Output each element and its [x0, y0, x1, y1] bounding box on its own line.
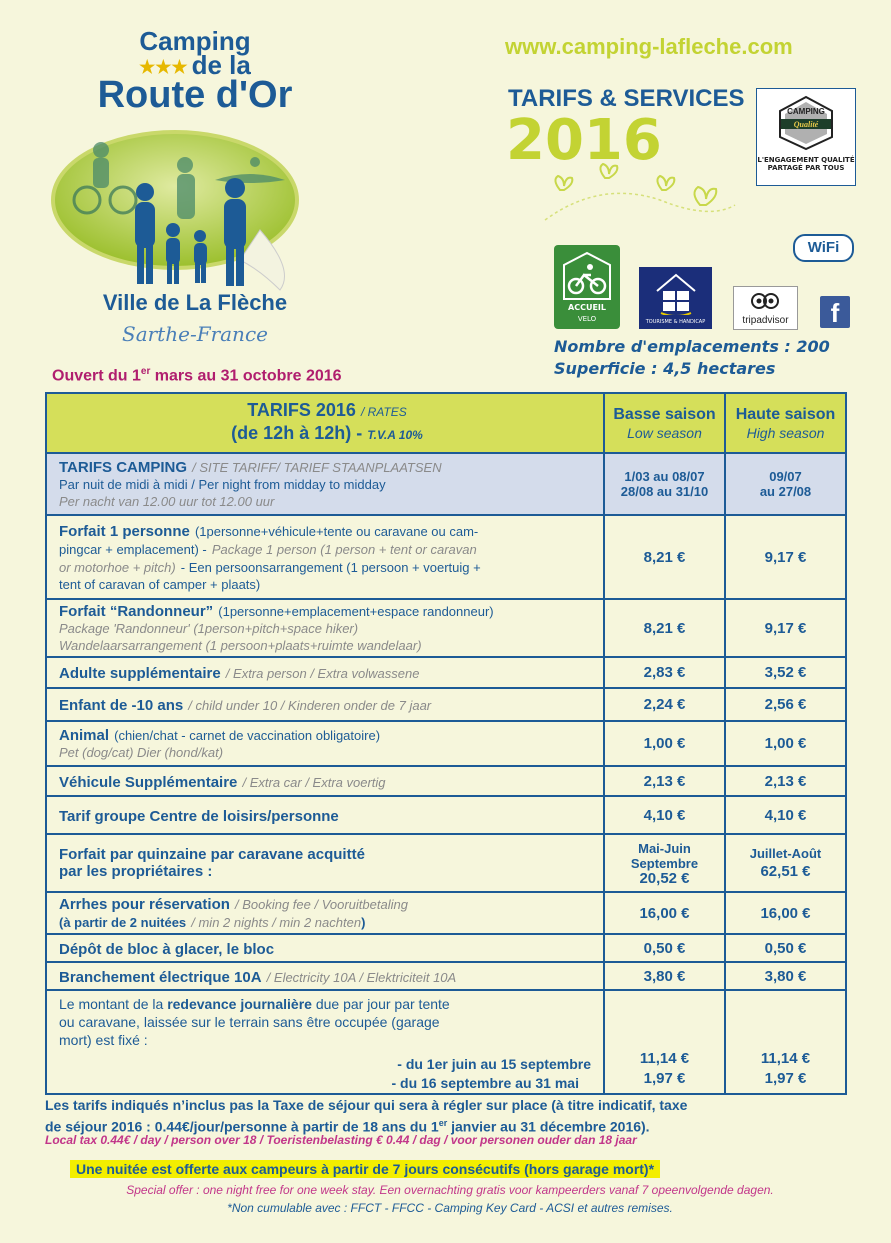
cq-tagline-2: PARTAGÉ PAR TOUS: [767, 163, 845, 172]
page-title: TARIFS & SERVICES: [508, 85, 745, 112]
vehicule-cell: [46, 766, 604, 796]
animal-high-price: 1,00 €: [725, 721, 846, 766]
emplacements-count: Nombre d'emplacements : 200: [554, 337, 830, 356]
logo-line-route-dor: Route d'Or: [97, 74, 293, 116]
redevance-l3: mort) est fixé :: [59, 1032, 148, 1048]
vehicule-high-price: 2,13 €: [725, 766, 846, 796]
enfant-en: / child under 10 / Kinderen onder de 7 jaar: [188, 698, 432, 713]
open-post: mars au 31 octobre 2016: [150, 367, 342, 385]
redevance-cell: [46, 990, 604, 1094]
local-tax: Local tax 0.44€ / day / person over 18 / Toeristenbelasting € 0.44 / dag / voor personen ouder dan 18 jaar: [45, 1133, 637, 1147]
quinzaine-cell: [46, 834, 604, 892]
redevance-high: [725, 990, 846, 1094]
arrhes-txt2: (à partir de 2 nuitées: [59, 915, 187, 930]
camping-qualite-icon: [776, 95, 836, 151]
tarifs-title: TARIFS 2016: [247, 400, 356, 420]
table-row: [46, 688, 846, 721]
enfant-label: Enfant de -10 ans: [59, 697, 184, 714]
arrhes-cell: [46, 892, 604, 934]
logo-line-de-la-text: de la: [191, 50, 251, 80]
redevance-l1: [59, 995, 595, 1013]
table-row: [46, 453, 846, 515]
redevance-l1c: due par jour par tente: [311, 996, 450, 1012]
forfait1-low-price: 8,21 €: [604, 515, 725, 599]
redevance-l1b: redevance journalière: [167, 996, 312, 1012]
cq-tagline-1: L'ENGAGEMENT QUALITÉ: [757, 156, 855, 164]
quinzaine-label2: par les propriétaires :: [59, 863, 213, 880]
site-info: [554, 336, 830, 380]
sarthe-france: Sarthe-France: [122, 322, 268, 346]
cq-tagline: [757, 157, 855, 172]
special-offer-highlight: Une nuitée est offerte aux campeurs à partir de 7 jours consécutifs (hors garage mort)*: [70, 1160, 660, 1178]
owl-icon: [750, 290, 780, 310]
camping-line3: Per nacht van 12.00 uur tot 12.00 uur: [59, 494, 275, 509]
adulte-supplementaire-cell: [46, 657, 604, 688]
tripadvisor-label: tripadvisor: [742, 315, 789, 326]
animal-label: Animal: [59, 727, 110, 744]
glace-label: Dépôt de bloc à glacer, le bloc: [59, 940, 275, 958]
family-illustration-icon: [45, 120, 305, 295]
electrique-en: / Electricity 10A / Elektriciteit 10A: [266, 969, 457, 985]
adulte-high-price: 3,52 €: [725, 657, 846, 688]
table-row: [46, 721, 846, 766]
high-season-header: [725, 393, 846, 453]
forfait1-txt4: tent of caravan of camper + plaats): [59, 576, 261, 592]
forfait1-txt2: pingcar + emplacement) -: [59, 541, 207, 557]
low-season-label: Basse saison: [613, 406, 716, 423]
low-dates-1: 1/03 au 08/07: [624, 469, 705, 484]
animal-en: Pet (dog/cat) Dier (hond/kat): [59, 745, 224, 760]
forfait1-en2: Package 1 person (1 person + tent or caravan: [211, 541, 477, 557]
accueil-label: ACCUEIL: [568, 303, 606, 312]
table-row: [46, 515, 846, 599]
table-row: [46, 934, 846, 962]
forfait1-en3: or motorhoe + pitch): [59, 559, 176, 575]
camping-tariff-cell: [46, 453, 604, 515]
electrique-cell: [46, 962, 604, 990]
table-header-row: [46, 393, 846, 453]
vehicule-en: / Extra car / Extra voertig: [242, 774, 386, 790]
tax-notice: [45, 1096, 855, 1136]
redevance-high-1: 11,14 €: [760, 1050, 811, 1067]
non-cumulable-note: *Non cumulable avec : FFCT - FFCC - Camping Key Card - ACSI et autres remises.: [227, 1201, 673, 1215]
stars-rating: ★★★: [139, 57, 188, 78]
forfait1-txt3: - Een persoonsarrangement (1 persoon + voertuig +: [180, 559, 481, 575]
randonneur-low-price: 8,21 €: [604, 599, 725, 657]
redevance-low-2: 1,97 €: [643, 1070, 686, 1087]
randonneur-en3: Wandelaarsarrangement (1 persoon+plaats+ruimte wandelaar): [59, 638, 422, 653]
velo-label: VELO: [577, 315, 597, 323]
high-dates-2: au 27/08: [759, 484, 812, 499]
groupe-low-price: 4,10 €: [604, 796, 725, 834]
glace-cell: [46, 934, 604, 962]
electrique-low-price: 3,80 €: [604, 962, 725, 990]
enfant-low-price: 2,24 €: [604, 688, 725, 721]
animal-txt: (chien/chat - carnet de vaccination obligatoire): [114, 728, 381, 743]
redevance-p1: - du 1er juin au 15 septembre: [397, 1056, 591, 1072]
redevance-high-2: 1,97 €: [764, 1070, 807, 1087]
low-season-en: Low season: [627, 425, 702, 441]
adulte-en: / Extra person / Extra volwassene: [225, 666, 420, 681]
bicycle-icon: [560, 251, 614, 301]
tax-line2sup: er: [438, 1118, 448, 1128]
house-accessibility-icon: [655, 271, 697, 315]
camping-label-en: / SITE TARIFF/ TARIEF STAANPLAATSEN: [192, 460, 442, 475]
superficie: Superficie : 4,5 hectares: [554, 359, 776, 378]
table-row: [46, 990, 846, 1094]
tariffs-table: [45, 392, 847, 1095]
groupe-label: Tarif groupe Centre de loisirs/personne: [59, 807, 339, 825]
camping-label: TARIFS CAMPING: [59, 459, 188, 476]
special-offer-translation: Special offer : one night free for one week stay. Een overnachting gratis voor kampeerders vanaf 7 opeenvolgende dagen.: [126, 1183, 774, 1197]
open-sup: er: [140, 366, 151, 377]
arrhes-label: Arrhes pour réservation: [59, 896, 230, 913]
camping-line2: Par nuit de midi à midi / Per night from midday to midday: [59, 477, 386, 492]
forfait1-txt1: (1personne+véhicule+tente ou caravane ou cam-: [194, 523, 479, 539]
forfait1-high-price: 9,17 €: [725, 515, 846, 599]
quinzaine-low: [604, 834, 725, 892]
groupe-high-price: 4,10 €: [725, 796, 846, 834]
adulte-low-price: 2,83 €: [604, 657, 725, 688]
table-row: [46, 599, 846, 657]
quinzaine-high-2: 62,51 €: [760, 863, 811, 880]
redevance-p2: - du 16 septembre au 31 mai: [391, 1075, 579, 1091]
redevance-l1a: Le montant de la: [59, 996, 168, 1012]
redevance-l2: ou caravane, laissée sur le terrain sans être occupée (garage: [59, 1014, 440, 1030]
enfant-high-price: 2,56 €: [725, 688, 846, 721]
enfant-cell: [46, 688, 604, 721]
vehicule-low-price: 2,13 €: [604, 766, 725, 796]
electrique-high-price: 3,80 €: [725, 962, 846, 990]
glace-low-price: 0,50 €: [604, 934, 725, 962]
tarifs-title-en: / RATES: [360, 405, 407, 419]
tourisme-handicap-label: TOURISME & HANDICAP: [645, 319, 706, 325]
quinzaine-low-1: Mai-Juin: [638, 840, 691, 856]
randonneur-label: Forfait “Randonneur”: [59, 603, 214, 620]
table-row: [46, 796, 846, 834]
glace-high-price: 0,50 €: [725, 934, 846, 962]
arrhes-high-price: 16,00 €: [725, 892, 846, 934]
ville-de-la-fleche: Ville de La Flèche: [102, 290, 288, 315]
quinzaine-high-1: Juillet-Août: [749, 846, 822, 861]
website-link[interactable]: www.camping-lafleche.com: [505, 34, 793, 59]
open-pre: Ouvert du 1: [52, 367, 141, 385]
tax-line2b: janvier au 31 décembre 2016).: [447, 1118, 650, 1135]
quinzaine-label1: Forfait par quinzaine par caravane acquitté: [59, 846, 365, 863]
quinzaine-low-2: Septembre: [630, 855, 699, 871]
quinzaine-high: [725, 834, 846, 892]
wifi-badge: WiFi: [793, 234, 854, 262]
table-header-title: [46, 393, 604, 453]
cq-line2: Qualité: [793, 120, 819, 129]
logo-line-camping: Camping: [139, 26, 251, 56]
accueil-velo-badge: [554, 245, 620, 329]
forfait-randonneur-cell: [46, 599, 604, 657]
table-row: [46, 834, 846, 892]
table-row: [46, 657, 846, 688]
electrique-label: Branchement électrique 10A: [59, 968, 262, 986]
camping-low-dates: [604, 453, 725, 515]
vehicule-label: Véhicule Supplémentaire: [59, 773, 238, 791]
low-dates-2: 28/08 au 31/10: [620, 484, 709, 499]
forfait1-label: Forfait 1 personne: [59, 522, 190, 540]
redevance-low-1: 11,14 €: [639, 1050, 690, 1067]
quinzaine-low-3: 20,52 €: [639, 869, 690, 887]
randonneur-txt1: (1personne+emplacement+espace randonneur): [218, 604, 494, 619]
redevance-low: [604, 990, 725, 1094]
high-season-label: Haute saison: [735, 406, 836, 423]
camping-high-dates: [725, 453, 846, 515]
table-row: [46, 892, 846, 934]
arrhes-txt2-end: ): [361, 915, 366, 930]
animal-cell: [46, 721, 604, 766]
opening-period: [52, 366, 342, 385]
camping-qualite-badge: [756, 88, 856, 186]
low-season-header: [604, 393, 725, 453]
high-dates-1: 09/07: [769, 469, 802, 484]
randonneur-high-price: 9,17 €: [725, 599, 846, 657]
tourisme-handicap-badge: [639, 267, 712, 329]
arrhes-en2: / min 2 nights / min 2 nachten: [191, 915, 362, 930]
facebook-icon[interactable]: f: [820, 296, 850, 328]
randonneur-en2: Package 'Randonneur' (1person+pitch+space hiker): [59, 621, 359, 636]
adulte-label: Adulte supplémentaire: [59, 665, 221, 682]
high-season-en: High season: [746, 425, 825, 441]
table-row: [46, 962, 846, 990]
table-row: [46, 766, 846, 796]
camping-logo-title: [70, 28, 320, 114]
arrhes-low-price: 16,00 €: [604, 892, 725, 934]
tripadvisor-badge[interactable]: [733, 286, 798, 330]
cq-line1: CAMPING: [787, 107, 825, 116]
page-year: 2016: [506, 108, 662, 173]
forfait-1-personne-cell: [46, 515, 604, 599]
animal-low-price: 1,00 €: [604, 721, 725, 766]
tarifs-tva: T.V.A 10%: [367, 428, 423, 442]
groupe-cell: [46, 796, 604, 834]
tax-line1: Les tarifs indiqués n’inclus pas la Taxe de séjour qui sera à régler sur place (à titre indicatif, taxe: [45, 1097, 688, 1113]
arrhes-en: / Booking fee / Vooruitbetaling: [234, 897, 408, 912]
tarifs-hours: (de 12h à 12h) -: [231, 423, 363, 443]
tax-line2a: de séjour 2016 : 0.44€/jour/personne à partir de 18 ans du 1: [45, 1118, 439, 1135]
